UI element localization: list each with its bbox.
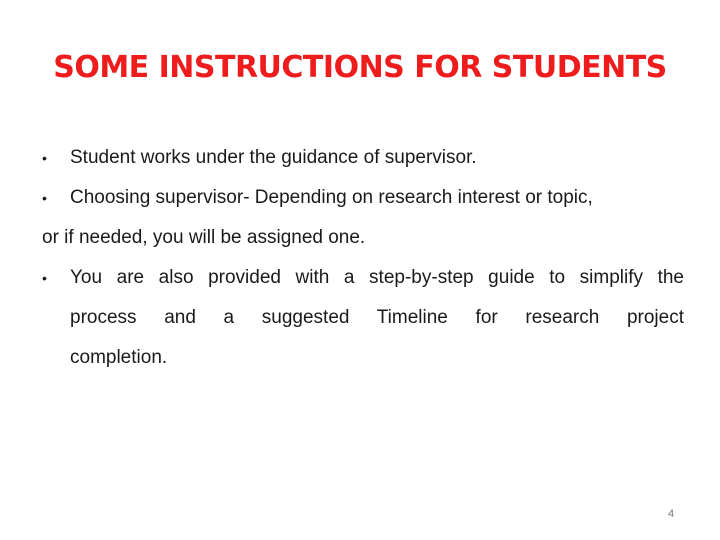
bullet-1-line-1: Student works under the guidance of supervisor. bbox=[70, 147, 477, 168]
slide-title: SOME INSTRUCTIONS FOR STUDENTS bbox=[53, 50, 667, 85]
bullet-item-2 bbox=[42, 178, 684, 258]
bullet-2-line-1: Choosing supervisor- Depending on research interest or topic, bbox=[70, 187, 593, 208]
page-number: 4 bbox=[668, 508, 675, 520]
bullet-item-3 bbox=[42, 258, 684, 378]
bullet-item-1 bbox=[42, 138, 684, 178]
bullet-list bbox=[42, 138, 684, 378]
bullet-icon: • bbox=[42, 270, 47, 286]
bullet-icon: • bbox=[42, 150, 47, 166]
bullet-3-line-3: completion. bbox=[70, 347, 168, 368]
bullet-3-line-2: process and a suggested Timeline for research project bbox=[70, 307, 684, 328]
bullet-2-line-2: or if needed, you will be assigned one. bbox=[42, 227, 366, 248]
bullet-icon: • bbox=[42, 190, 47, 206]
bullet-3-line-1: You are also provided with a step-by-step guide to simplify the bbox=[70, 267, 684, 288]
